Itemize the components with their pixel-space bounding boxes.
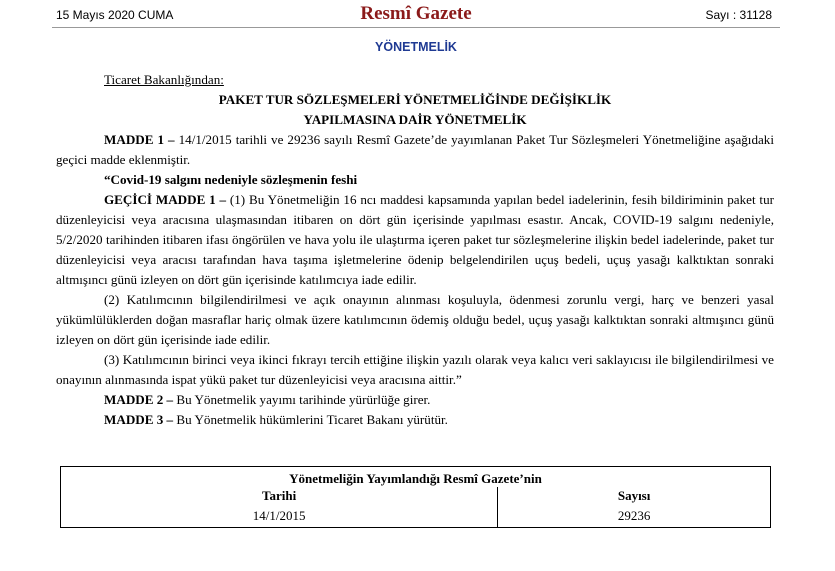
article-3-text: Bu Yönetmelik hükümlerini Ticaret Bakanı yürütür. (173, 412, 448, 427)
regulation-title-line-2: YAPILMASINA DAİR YÖNETMELİK (303, 112, 527, 127)
article-1 (56, 130, 774, 170)
publication-number-header: Sayısı (498, 487, 771, 505)
temporary-article-paragraph-2: (2) Katılımcının bilgilendirilmesi ve açık onayının alınması koşuluyla, ödenmesi zorunlu vergi, harç ve benzeri yasal yükümlülüklerden doğan masraflar hariç olmak üzere katılımcının ödemiş olduğu bedel, uçuş yasağı kalktıktan sonraki altmışıncı günü izleyen on dört gün içerisinde iade edilir. (56, 292, 774, 347)
publication-table (60, 466, 771, 528)
article-1-label: MADDE 1 – (104, 132, 175, 147)
temporary-article-heading: “Covid-19 salgını nedeniyle sözleşmenin feshi (104, 172, 358, 187)
temporary-article-paragraph-3: (3) Katılımcının birinci veya ikinci fıkrayı tercih ettiğine ilişkin yazılı olarak veya kalıcı veri saklayıcısı ile bilgilendirilmesi ve onayının alınmasında ispat yükü paket tur düzenleyicisi veya aracısına aittir.” (56, 352, 774, 387)
article-1-text: 14/1/2015 tarihli ve 29236 sayılı Resmî Gazete’de yayımlanan Paket Tur Sözleşmeleri Yönetmeliğine aşağıdaki geçici madde eklenmiştir. (56, 132, 774, 167)
ministry-name: Ticaret Bakanlığından: (104, 72, 224, 87)
article-2 (56, 390, 774, 410)
publication-date-value: 14/1/2015 (61, 505, 498, 528)
gazette-issue-number: Sayı : 31128 (705, 8, 772, 22)
publication-table-caption: Yönetmeliğin Yayımlandığı Resmî Gazete’nin (61, 467, 771, 488)
article-2-text: Bu Yönetmelik yayımı tarihinde yürürlüğe girer. (173, 392, 431, 407)
publication-number-value: 29236 (498, 505, 771, 528)
publication-date-header: Tarihi (61, 487, 498, 505)
temporary-article-label: GEÇİCİ MADDE 1 – (104, 192, 227, 207)
temporary-article-paragraph-1 (56, 190, 774, 290)
article-2-label: MADDE 2 – (104, 392, 174, 407)
regulation-body (56, 70, 774, 430)
temporary-article-text-1: (1) Bu Yönetmeliğin 16 ncı maddesi kapsamında yapılan bedel iadelerinin, fesih bildiriminin paket tur düzenleyicisi veya aracısına ulaşmasından itibaren on dört gün içerisinde yapılması esastır. Ancak, COVID-19 salgını nedeniyle, 5/2/2020 tarihinden itibaren ifası öngörülen ve hava yolu ile ulaştırma içeren paket tur sözleşmelerine ilişkin bedel iadelerinde, paket tur düzenleyicisi veya aracısı tarafından hava taşıma işletmelerine ödenip belgelendirilen uçuş bedeli, uçuş yasağı kalktıktan sonraki altmışıncı günü izleyen on dört gün içerisinde katılımcıya iade edilir. (56, 192, 774, 287)
article-3 (56, 410, 774, 430)
gazette-date: 15 Mayıs 2020 CUMA (56, 8, 174, 22)
gazette-title: Resmî Gazete (360, 3, 472, 24)
article-3-label: MADDE 3 – (104, 412, 174, 427)
section-title: YÖNETMELİK (375, 40, 457, 54)
masthead (52, 0, 780, 28)
ministry-line (56, 70, 774, 90)
regulation-title-line-1: PAKET TUR SÖZLEŞMELERİ YÖNETMELİĞİNDE DEĞİŞİKLİK (218, 92, 612, 107)
